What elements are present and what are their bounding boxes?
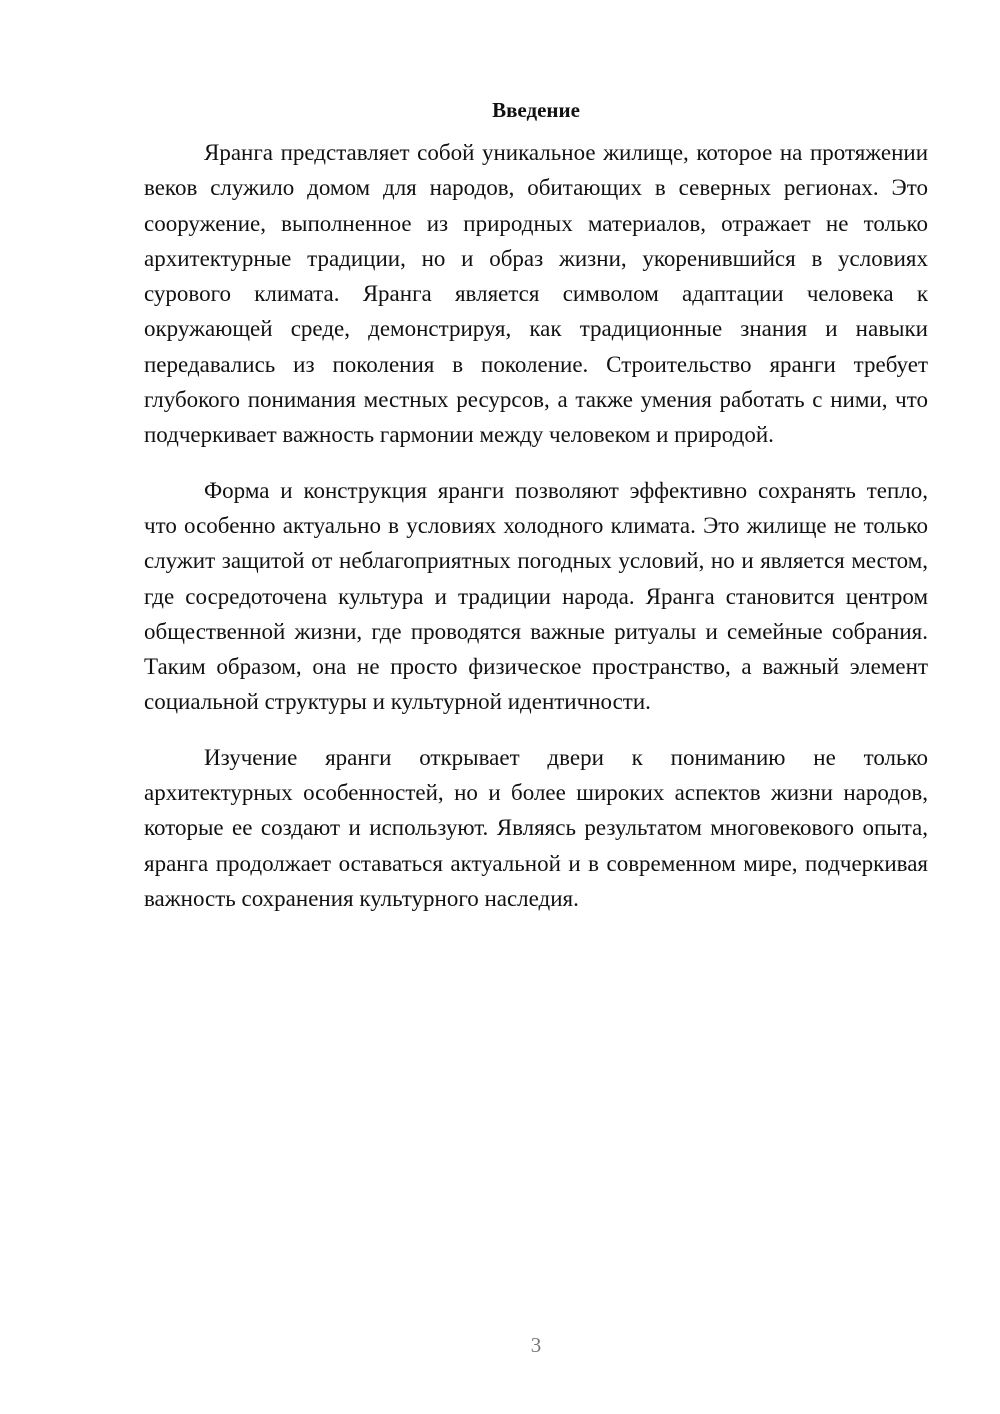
page-number: 3 [530, 1333, 542, 1357]
paragraph-3: Изучение яранги открывает двери к пониманию не только архитектурных особенностей, но и более широких аспектов жизни народов, которые ее создают и используют. Являясь результатом многовекового опыта, яранга продолжает оставаться актуальной и в современном мире, подчеркивая важность сохранения культурного наследия. [144, 744, 928, 911]
paragraph-2: Форма и конструкция яранги позволяют эффективно сохранять тепло, что особенно актуально в условиях холодного климата. Это жилище не только служит защитой от неблагоприятных погодных условий, но и является местом, где сосредоточена культура и традиции народа. Яранга становится центром общественной жизни, где проводятся важные ритуалы и семейные собрания. Таким образом, она не просто физическое пространство, а важный элемент социальной структуры и культурной идентичности. [144, 477, 928, 715]
page-content [144, 95, 928, 936]
paragraph-1: Яранга представляет собой уникальное жилище, которое на протяжении веков служило домом для народов, обитающих в северных регионах. Это сооружение, выполненное из природных материалов, отражает не только архитектурные традиции, но и образ жизни, укоренившийся в условиях сурового климата. Яранга является символом адаптации человека к окружающей среде, демонстрируя, как традиционные знания и навыки передавались из поколения в поколение. Строительство яранги требует глубокого понимания местных ресурсов, а также умения работать с ними, что подчеркивает важность гармонии между человеком и природой. [144, 140, 928, 448]
section-title: Введение [492, 98, 580, 122]
